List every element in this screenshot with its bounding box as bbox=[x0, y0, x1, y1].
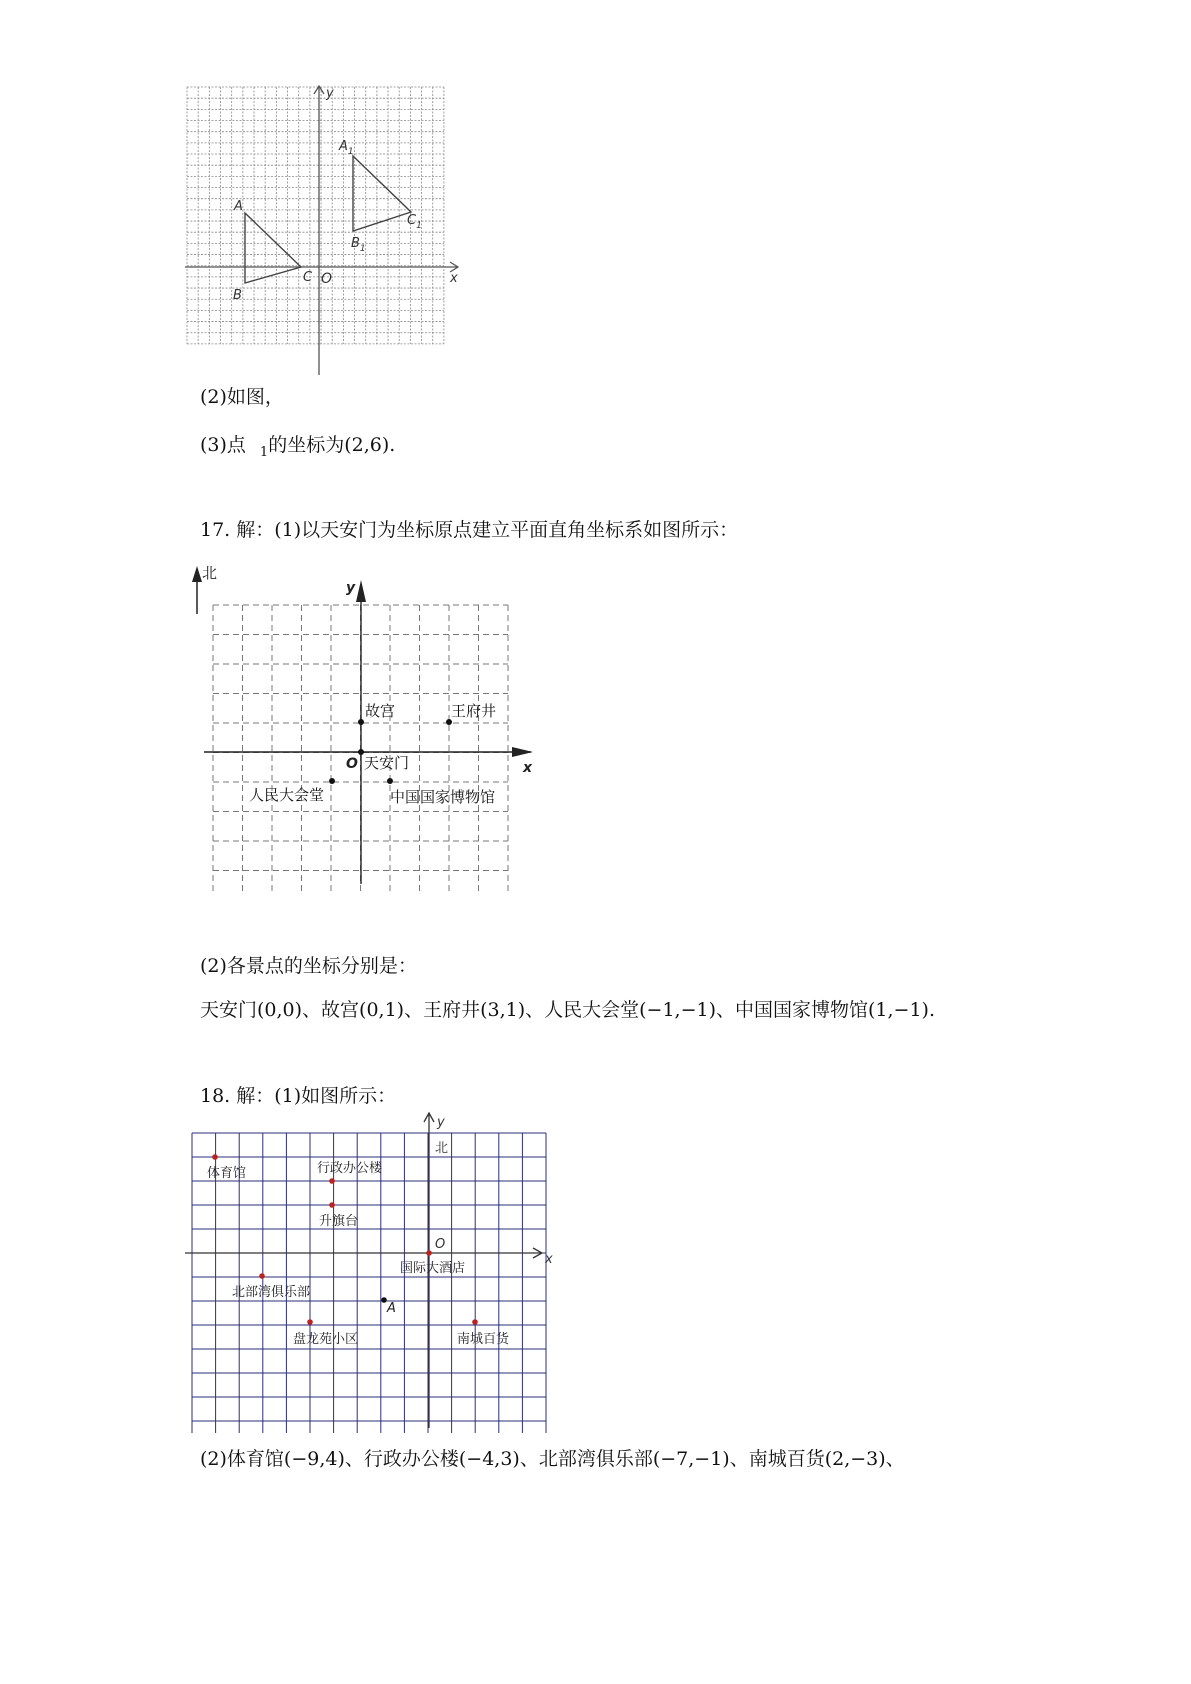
origin-label: O bbox=[435, 1237, 446, 1252]
q16-part3: (3)点 $_1$的坐标为(2,6). bbox=[200, 434, 396, 460]
point-international-hotel bbox=[426, 1250, 432, 1256]
label-flag-platform: 升旗台 bbox=[319, 1214, 359, 1229]
q18-heading: 18. 解：(1)如图所示： bbox=[200, 1085, 397, 1107]
axis-y-label: y bbox=[346, 580, 356, 596]
y-axis-arrow-icon bbox=[356, 580, 366, 602]
point-beibuwan-club bbox=[259, 1273, 265, 1279]
point-b-label: B bbox=[233, 288, 242, 303]
point-flag-platform bbox=[329, 1202, 335, 1208]
q18-part2: (2)体育馆(−9,4)、行政办公楼(−4,3)、北部湾俱乐部(−7,−1)、南城百货(2,−3)、 bbox=[200, 1448, 905, 1470]
label-wangfujing: 王府井 bbox=[451, 702, 497, 720]
point-b1-label: $B_1$ bbox=[351, 236, 366, 254]
label-national-museum: 中国国家博物馆 bbox=[390, 788, 496, 806]
axis-x-label: x bbox=[523, 760, 533, 776]
north-arrow-icon bbox=[192, 566, 202, 582]
label-admin-building: 行政办公楼 bbox=[317, 1161, 383, 1176]
label-south-city-store: 南城百货 bbox=[457, 1332, 510, 1347]
point-c1-label: $C_1$ bbox=[407, 213, 422, 231]
q16-part2: (2)如图， bbox=[200, 386, 284, 408]
origin-label: O bbox=[346, 756, 358, 772]
label-tiananmen: 天安门 bbox=[364, 754, 410, 772]
label-gugong: 故宫 bbox=[365, 702, 396, 720]
point-south-city-store bbox=[472, 1319, 478, 1325]
grid bbox=[187, 87, 444, 344]
q17-answer: 天安门(0,0)、故宫(0,1)、王府井(3,1)、人民大会堂(−1,−1)、中国国家博物馆(1,−1). bbox=[200, 999, 936, 1021]
point-admin-building bbox=[329, 1178, 335, 1184]
axis-y-label: y bbox=[326, 86, 334, 101]
point-a bbox=[381, 1297, 387, 1303]
axis-x-label: x bbox=[450, 271, 458, 286]
figure-triangle-translation bbox=[185, 85, 475, 375]
north-label: 北 bbox=[202, 564, 218, 582]
figure-campus-map bbox=[185, 1108, 560, 1433]
point-panlongyuan bbox=[307, 1319, 313, 1325]
point-gugong bbox=[358, 719, 364, 725]
origin-label: O bbox=[321, 271, 333, 287]
label-panlongyuan: 盘龙苑小区 bbox=[293, 1332, 359, 1347]
label-great-hall: 人民大会堂 bbox=[249, 786, 325, 804]
label-gym: 体育馆 bbox=[207, 1166, 247, 1181]
x-axis-arrow-icon bbox=[512, 747, 533, 757]
point-a-label: A bbox=[234, 199, 243, 214]
point-great-hall bbox=[329, 778, 335, 784]
point-a1-label: $A_1$ bbox=[339, 139, 354, 157]
axis-x-label: x bbox=[545, 1252, 553, 1267]
axis-y-label: y bbox=[437, 1115, 445, 1130]
triangle-a1b1c1 bbox=[353, 156, 411, 231]
q17-part2: (2)各景点的坐标分别是： bbox=[200, 955, 417, 977]
q17-heading: 17. 解：(1)以天安门为坐标原点建立平面直角坐标系如图所示： bbox=[200, 519, 739, 541]
triangle-abc bbox=[245, 213, 301, 283]
point-national-museum bbox=[387, 778, 393, 784]
label-international-hotel: 国际大酒店 bbox=[400, 1261, 466, 1276]
label-point-a: A bbox=[387, 1301, 396, 1316]
figure-tiananmen-map bbox=[186, 562, 546, 892]
north-label: 北 bbox=[435, 1141, 449, 1156]
point-gym bbox=[212, 1154, 218, 1160]
label-beibuwan-club: 北部湾俱乐部 bbox=[232, 1285, 311, 1300]
point-c-label: C bbox=[303, 270, 313, 285]
